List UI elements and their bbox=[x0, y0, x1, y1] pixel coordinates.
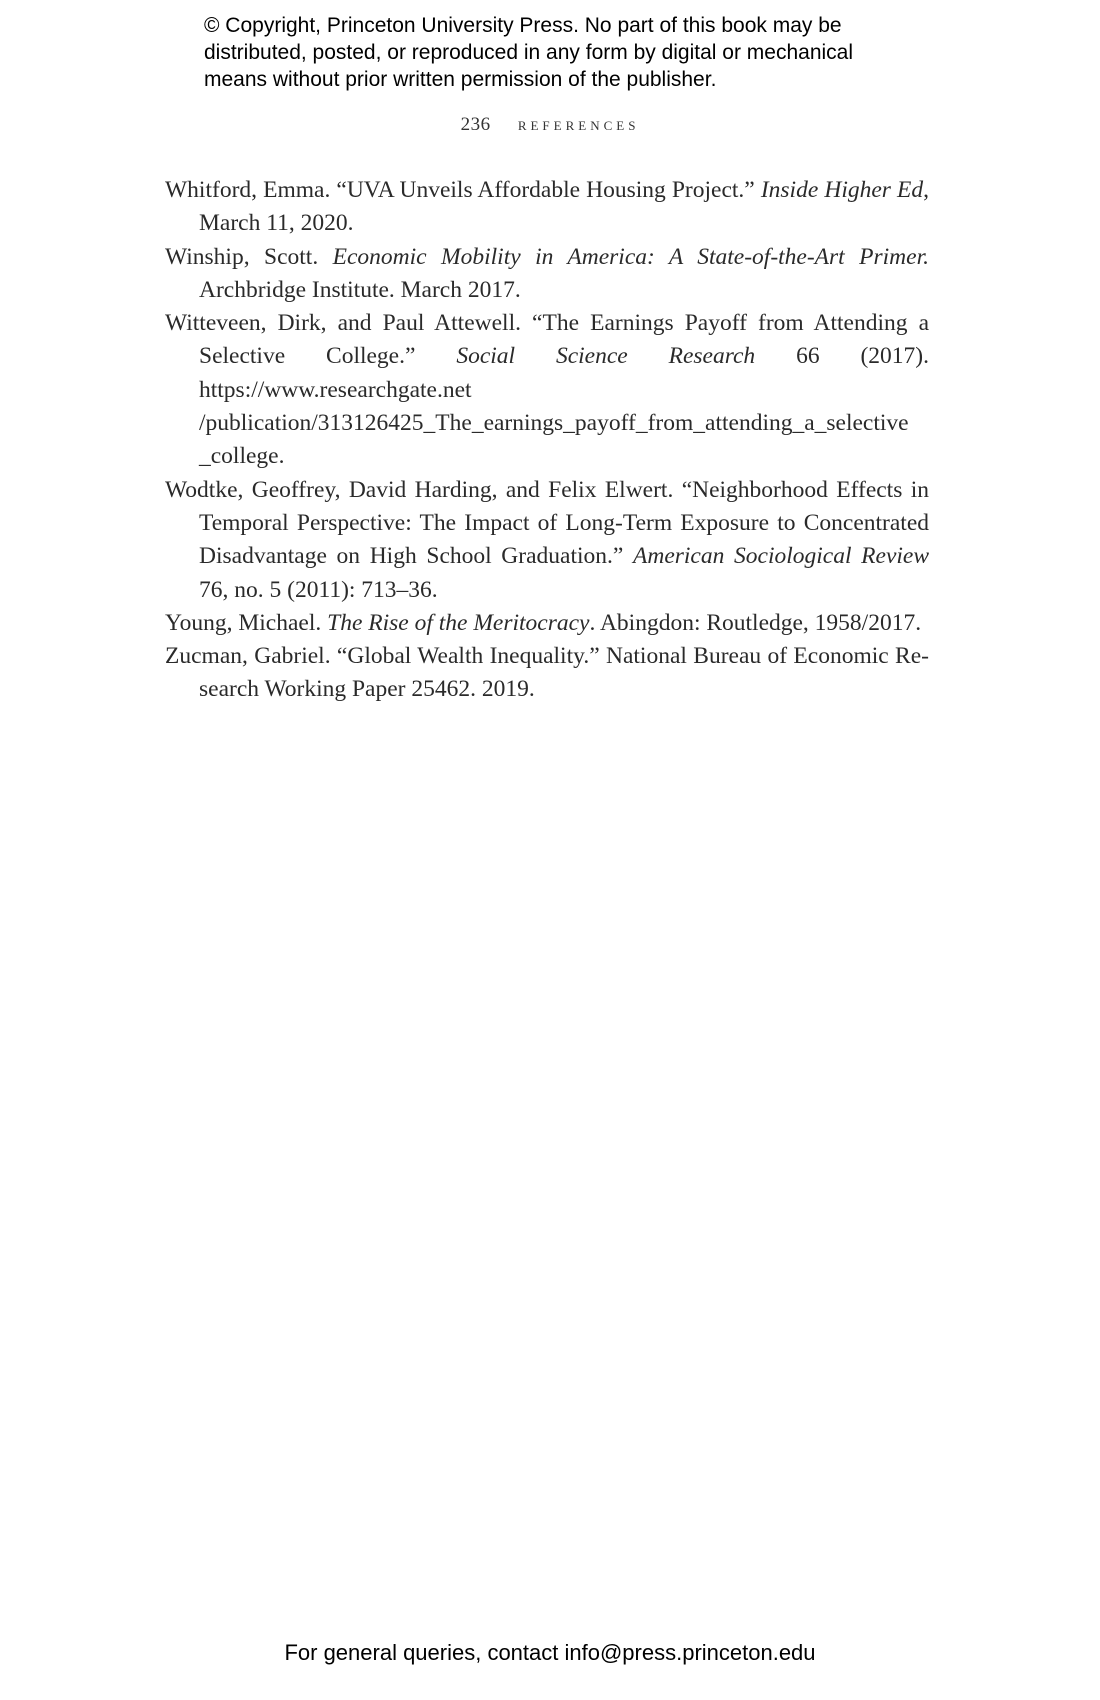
section-title: references bbox=[517, 114, 640, 135]
reference-text: Young, Michael. bbox=[165, 609, 328, 636]
reference-text: . Abingdon: Routledge, 1958/2017. bbox=[589, 609, 922, 636]
reference-text: 76, no. 5 (2011): 713–36. bbox=[199, 576, 438, 603]
running-head bbox=[0, 114, 1100, 136]
reference-title: American Sociological Review bbox=[633, 543, 930, 570]
copyright-line: distributed, posted, or reproduced in any form by digital or mechanical bbox=[204, 41, 854, 64]
footer-contact: For general queries, contact info@press.princeton.edu bbox=[284, 1640, 816, 1665]
reference-title: Economic Mobility in America: A State-of-the-Art Primer. bbox=[332, 243, 929, 270]
copyright-line: © Copyright, Princeton University Press. No part of this book may be bbox=[204, 14, 842, 37]
reference-entry bbox=[165, 474, 929, 607]
reference-entry bbox=[165, 607, 929, 640]
reference-title: The Rise of the Meritocracy bbox=[327, 609, 590, 636]
reference-text: Archbridge Institute. March 2017. bbox=[199, 276, 521, 303]
reference-text: Witteveen, Dirk, and Paul Attewell. “The Earnings Payoff from Attending a Selective College.” bbox=[165, 310, 929, 370]
reference-text: Whitford, Emma. “UVA Unveils Affordable Housing Project.” bbox=[165, 177, 761, 203]
reference-text: , March 11, 2020. bbox=[199, 177, 929, 237]
copyright-notice bbox=[204, 12, 924, 93]
reference-text: Wodtke, Geoffrey, David Harding, and Felix Elwert. “Neighborhood Effects in Temporal Perspective: The Impact of Long-Term Exposure to Concentrated Disadvantage on High School Graduation.” bbox=[165, 476, 929, 570]
reference-entry bbox=[165, 241, 929, 308]
reference-entry bbox=[165, 640, 929, 707]
reference-title: Inside Higher Ed bbox=[760, 177, 924, 203]
reference-text: 66 (2017). https://www.researchgate.net /publication/313126425_The_earnings_payoff_from_attending_a_selective _college. bbox=[199, 343, 930, 470]
reference-entry bbox=[165, 174, 929, 241]
reference-text: Zucman, Gabriel. “Global Wealth Inequality.” National Bureau of Economic Research Working Paper 25462. 2019. bbox=[165, 643, 929, 703]
reference-list bbox=[165, 174, 929, 707]
page-number: 236 bbox=[460, 114, 491, 135]
reference-title: Social Science Research bbox=[456, 343, 756, 370]
reference-text: Winship, Scott. bbox=[165, 243, 333, 270]
copyright-line: means without prior written permission of the publisher. bbox=[204, 68, 717, 91]
reference-entry bbox=[165, 307, 929, 473]
